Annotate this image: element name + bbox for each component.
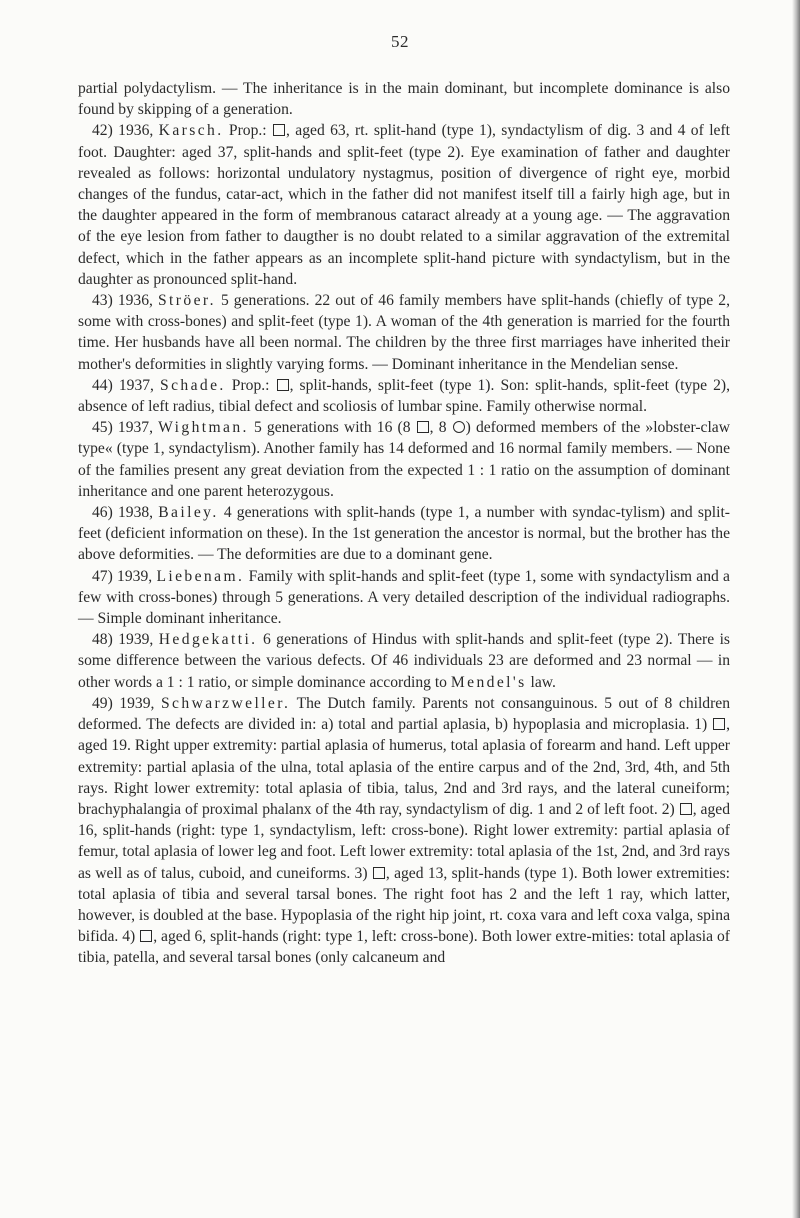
male-symbol-icon xyxy=(680,803,692,815)
entry-text: 5 generations with 16 (8 xyxy=(254,419,411,437)
entry-text: Family with split-hands and split-feet (type 1, some with syndactylism and a few with cross-bones) through 5 generations. A very detailed description of the individual radiographs. — Simple dominant inheritance. xyxy=(78,567,730,628)
female-symbol-icon xyxy=(453,421,465,433)
entry-number: 43) 1936, xyxy=(92,292,153,310)
author-name: Ströer. xyxy=(157,292,216,310)
entry-number: 46) 1938, xyxy=(92,504,154,522)
entry-text: , split-hands, split-feet (type 1). Son: split-hands, split-feet (type 2), absence of left radius, tibial defect and scoliosis of lumbar spine. Family otherwise normal. xyxy=(78,376,730,416)
entry-text: 4 generations with split-hands (type 1, a number with syndac-tylism) and split-feet (deficient information on these). In the 1st generation the ancestor is normal, but the brother has the above deformities. — The deformities are due to a dominant gene. xyxy=(78,504,730,564)
entry-44 xyxy=(78,375,730,417)
paragraph-continuation: partial polydactylism. — The inheritance is in the main dominant, but incomplete dominance is also found by skipping of a generation. xyxy=(78,80,730,119)
entry-number: 44) 1937, xyxy=(92,376,154,394)
entry-text: Prop.: xyxy=(228,122,267,140)
author-name: Liebenam. xyxy=(156,567,245,585)
entry-text: law. xyxy=(530,673,556,691)
author-name: Bailey. xyxy=(158,504,219,522)
page-edge-shadow xyxy=(792,0,800,1218)
author-name: Schade. xyxy=(160,376,226,394)
entry-text: ) deformed members of the »lobster-claw type« (type 1, syndactylism). Another family has 14 deformed and 16 normal family members. — None of the families present any great deviation from the expected 1 : 1 ratio on the assumption of dominant inheritance and one parent heterozygous. xyxy=(78,419,730,500)
entry-number: 47) 1939, xyxy=(92,567,153,585)
author-name: Karsch. xyxy=(158,122,224,140)
entry-number: 48) 1939, xyxy=(92,631,154,649)
author-name: Schwarzweller. xyxy=(160,694,291,712)
entry-text: , aged 6, split-hands (right: type 1, left: cross-bone). Both lower extre-mities: total aplasia of tibia, patella, and several tarsal bones (only calcaneum and xyxy=(78,928,730,967)
entry-45 xyxy=(78,417,730,502)
entry-47 xyxy=(78,566,730,630)
entry-text: , aged 63, rt. split-hand (type 1), syndactylism of dig. 3 and 4 of left foot. Daughter: aged 37, split-hands and split-feet (type 2). Eye examination of father and daughter revealed as follows: horizontal undulatory nystagmus, position of divergence of right eye, morbid changes of the fundus, catar-act, which in the father did not manifest itself till a fairly high age, but in the daughter appeared in the form of membranous cataract already at a young age. — The aggravation of the eye lesion from father to daugther is no doubt related to a similar aggravation of the extremital defect, which in the father appears as an incomplete split-hand picture with syndactylism, but in the daughter as pronounced split-hand. xyxy=(78,122,730,288)
male-symbol-icon xyxy=(373,867,385,879)
entry-text: , aged 16, split-hands (right: type 1, syndactylism, left: cross-bone). Right lower extremity: partial aplasia of femur, total aplasia of lower leg and foot. Left lower extremity: total aplasia of the 1st, 2nd, and 3rd rays as well as of talus, cuboid, and cuneiforms. 3) xyxy=(78,800,730,882)
page-number: 52 xyxy=(391,32,409,51)
entry-43 xyxy=(78,290,730,375)
entry-49 xyxy=(78,693,730,969)
author-name: Hedgekatti. xyxy=(158,631,258,649)
entry-number: 49) 1939, xyxy=(92,694,155,712)
male-symbol-icon xyxy=(713,718,725,730)
entry-42 xyxy=(78,120,730,290)
male-symbol-icon xyxy=(277,379,289,391)
entry-number: 42) 1936, xyxy=(92,122,154,140)
male-symbol-icon xyxy=(417,421,429,433)
author-name: Wightman. xyxy=(158,419,249,437)
entry-text: 5 generations. 22 out of 46 family members have split-hands (chiefly of type 2, some with cross-bones) and split-feet (type 1). A woman of the 4th generation is married for the fourth time. Her husbands have all been normal. The children by the three first marriages have inherited their mother's deformities in slightly varying forms. — Dominant inheritance in the Mendelian sense. xyxy=(78,292,730,373)
male-symbol-icon xyxy=(140,930,152,942)
mendel-name: Mendel's xyxy=(450,673,527,691)
entry-46 xyxy=(78,502,730,566)
entry-48 xyxy=(78,629,730,693)
body-text xyxy=(78,78,730,969)
entry-text: 6 generations of Hindus with split-hands and split-feet (type 2). There is some difference between the various defects. Of 46 individuals 23 are deformed and 23 normal — in other words a 1 : 1 ratio, or simple dominance according to xyxy=(78,631,730,691)
entry-text: , aged 19. Right upper extremity: partial aplasia of humerus, total aplasia of forearm and hand. Left upper extremity: partial aplasia of the ulna, total aplasia of the entire carpus and of the 2nd, 3rd, 4th, and 5th rays. Right lower extremity: total aplasia of tibia, talus, 2nd and 3rd rays, and the lateral cuneiform; brachyphalangia of proximal phalanx of the 4th ray, syndactylism of dig. 1 and 2 of left foot. 2) xyxy=(78,716,730,818)
male-symbol-icon xyxy=(273,124,285,136)
entry-text: The Dutch family. Parents not consanguinous. 5 out of 8 children deformed. The defects are divided in: a) total and partial aplasia, b) hypoplasia and microplasia. 1) xyxy=(78,694,730,734)
entry-text: , 8 xyxy=(429,419,447,437)
entry-text: Prop.: xyxy=(231,376,270,394)
entry-number: 45) 1937, xyxy=(92,419,154,437)
entry-text: , aged 13, split-hands (type 1). Both lower extremities: total aplasia of tibia and several tarsal bones. The right foot has 2 and the left 1 ray, which latter, however, is doubled at the base. Hypoplasia of the right hip joint, rt. coxa vara and left coxa valga, spina bifida. 4) xyxy=(78,864,731,946)
